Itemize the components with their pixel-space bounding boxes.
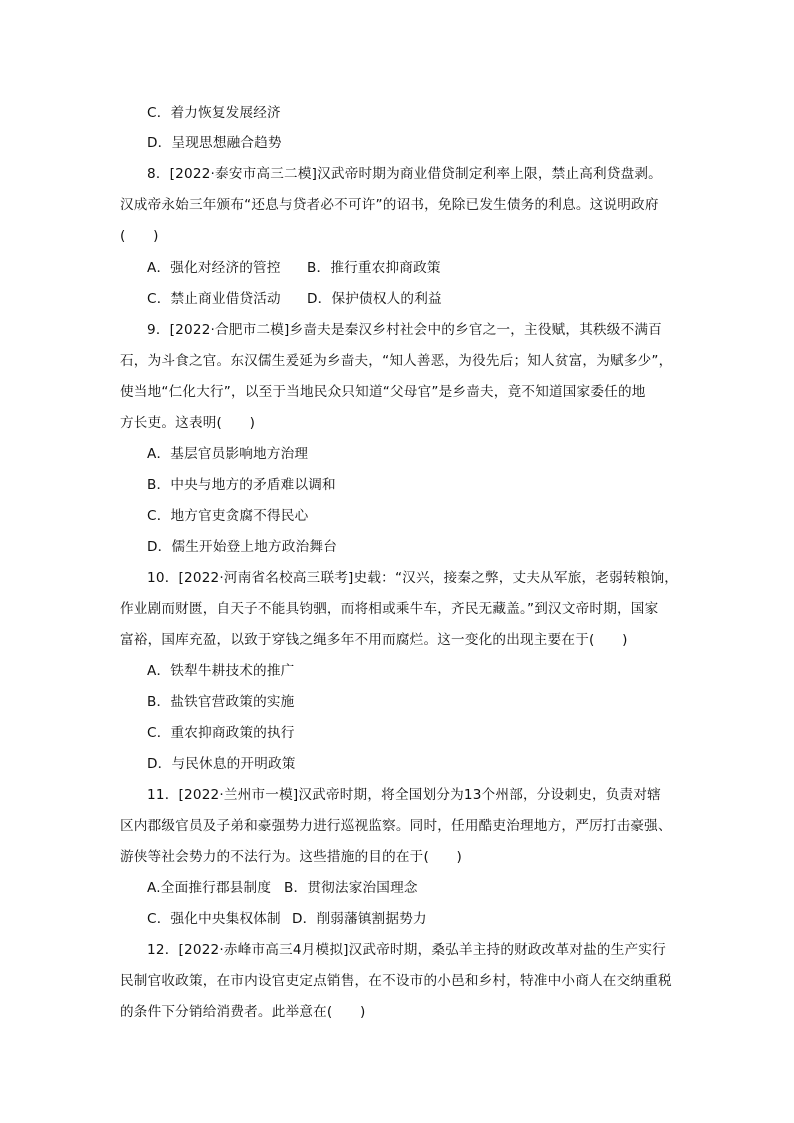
q8-options-row-1	[147, 258, 707, 278]
q9-stem-line-3: 使当地“仁化大行”，以至于当地民众只知道“父母官”是乡啬夫，竟不知道国家委任的地	[120, 384, 646, 400]
q11-stem-line-3: 游侠等社会势力的不法行为。这些措施的目的在于( )	[120, 849, 463, 865]
q9-option-a: A．基层官员影响地方治理	[147, 446, 309, 462]
q9-stem-line-1: 9．[2022·合肥市二模]乡啬夫是秦汉乡村社会中的乡官之一，主役赋，其秩级不满百	[147, 322, 662, 338]
q8-stem-line-1: 8．[2022·泰安市高三二模]汉武帝时期为商业借贷制定利率上限，禁止高利贷盘剥。	[147, 166, 662, 182]
q11-options-row-1	[147, 878, 707, 898]
q8-stem-line-2: 汉成帝永始三年颁布“还息与贷者必不可许”的诏书，免除已发生债务的利息。这说明政府	[120, 197, 659, 213]
q11-stem-line-1: 11．[2022·兰州市一模]汉武帝时期，将全国划分为13个州部，分设刺史，负责对辖	[147, 787, 661, 803]
q8-option-c: C．禁止商业借贷活动	[147, 291, 281, 307]
q12-stem-line-1: 12．[2022·赤峰市高三4月模拟]汉武帝时期，桑弘羊主持的财政改革对盐的生产实行	[147, 942, 666, 958]
q11-stem-line-2: 区内郡级官员及子弟和豪强势力进行巡视监察。同时，任用酷吏治理地方，严厉打击豪强、	[120, 818, 672, 834]
q10-option-c: C．重农抑商政策的执行	[147, 725, 295, 741]
q11-option-b: B．贯彻法家治国理念	[284, 880, 418, 896]
q10-option-d: D．与民休息的开明政策	[147, 756, 296, 772]
q8-option-d: D．保护债权人的利益	[307, 291, 442, 307]
q11-option-a: A.全面推行郡县制度	[147, 880, 272, 896]
q9-stem-line-4: 方长吏。这表明( )	[120, 415, 256, 431]
q12-stem-line-3: 的条件下分销给消费者。此举意在( )	[120, 1004, 366, 1020]
q8-options-row-2	[147, 289, 707, 309]
q8-stem-line-3: ( )	[120, 228, 159, 244]
q8-option-b: B．推行重农抑商政策	[307, 260, 441, 276]
q10-stem-line-3: 富裕，国库充盈，以致于穿钱之绳多年不用而腐烂。这一变化的出现主要在于( )	[120, 632, 628, 648]
q11-options-row-2	[147, 909, 707, 929]
q9-option-c: C．地方官吏贪腐不得民心	[147, 508, 309, 524]
q10-option-a: A．铁犁牛耕技术的推广	[147, 663, 295, 679]
q10-option-b: B．盐铁官营政策的实施	[147, 694, 295, 710]
q9-option-b: B．中央与地方的矛盾难以调和	[147, 477, 336, 493]
q9-stem-line-2: 石，为斗食之官。东汉儒生爰延为乡啬夫，“知人善恶，为役先后；知人贫富，为赋多少”，	[120, 353, 673, 369]
q10-stem-line-1: 10．[2022·河南省名校高三联考]史载：“汉兴，接秦之弊，丈夫从军旅，老弱转粮饷，	[147, 570, 679, 586]
q7-option-c: C．着力恢复发展经济	[147, 105, 281, 121]
q10-stem-line-2: 作业剧而财匮，自天子不能具钧驷，而将相或乘牛车，齐民无藏盖。”到汉文帝时期，国家	[120, 601, 659, 617]
q12-stem-line-2: 民制官收政策，在市内设官吏定点销售，在不设市的小邑和乡村，特准中小商人在交纳重税	[120, 973, 672, 989]
q7-option-d: D．呈现思想融合趋势	[147, 135, 282, 151]
q8-option-a: A．强化对经济的管控	[147, 260, 281, 276]
q9-option-d: D．儒生开始登上地方政治舞台	[147, 539, 337, 555]
q11-option-d: D．削弱藩镇割据势力	[292, 911, 427, 927]
q11-option-c: C．强化中央集权体制	[147, 911, 281, 927]
